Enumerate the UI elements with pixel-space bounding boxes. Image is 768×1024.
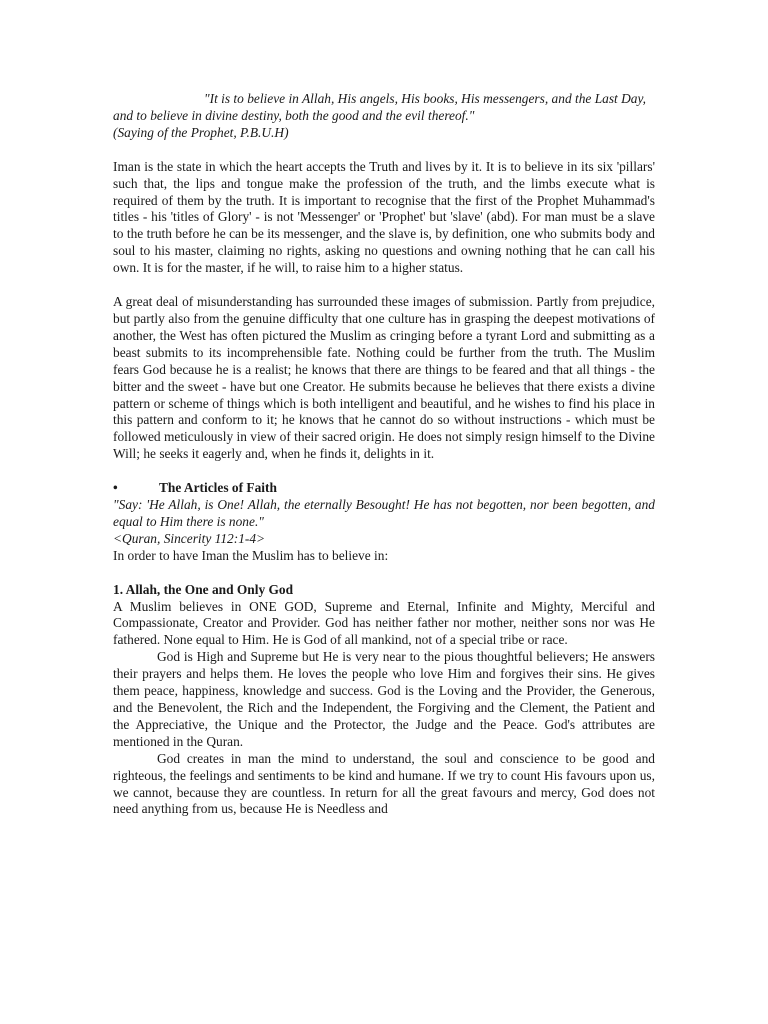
articles-heading <box>113 480 655 497</box>
opening-quote-attribution: (Saying of the Prophet, P.B.U.H) <box>113 124 289 140</box>
document-body <box>113 91 655 818</box>
section-paragraph: God creates in man the mind to understand, the soul and conscience to be good and righteous, the feelings and sentiments to be kind and humane. If we try to count His favours upon us, we cannot, because they are countless. In return for all the great favours and mercy, God does not need anything from us, because He is Needless and <box>113 750 655 817</box>
articles-heading-text: The Articles of Faith <box>159 480 277 496</box>
articles-quote: "Say: 'He Allah, is One! Allah, the eternally Besought! He has not begotten, nor been begotten, and equal to Him there is none." <box>113 497 655 529</box>
section-heading-allah: 1. Allah, the One and Only God <box>113 581 294 597</box>
bullet-icon: • <box>113 480 118 496</box>
section-paragraph: God is High and Supreme but He is very near to the pious thoughtful believers; He answers their prayers and helps them. He loves the people who love Him and forgives their sins. He gives them peace, happiness, knowledge and success. God is the Loving and the Provider, the Generous, and the Benevolent, the Rich and the Independent, the Forgiving and the Clement, the Patient and the Appreciative, the Unique and the Protector, the Judge and the Peace. God's attributes are mentioned in the Quran. <box>113 649 655 749</box>
articles-quote-source: <Quran, Sincerity 112:1-4> <box>113 530 266 546</box>
paragraph-iman: Iman is the state in which the heart accepts the Truth and lives by it. It is to believe in its six 'pillars' such that, the lips and tongue make the profession of the truth, and the limbs execute what is required of them by the truth. It is important to recognise that the first of the Prophet Muhammad's titles - his 'titles of Glory' - is not 'Messenger' or 'Prophet' but 'slave' (abd). For man must be a slave to the truth before he can be its messenger, and the slave is, by definition, one who submits body and soul to his master, claiming no rights, asking no questions and owning nothing that he can call his own. It is for the master, if he will, to raise him to a higher status. <box>113 158 655 276</box>
paragraph-submission: A great deal of misunderstanding has surrounded these images of submission. Partly from prejudice, but partly also from the genuine difficulty that one culture has in grasping the deepest motivations of another, the West has often pictured the Muslim as cringing before a tyrant Lord and submitting as a beast submits to its incomprehensible fate. Nothing could be further from the truth. The Muslim fears God because he is a realist; he knows that there are things to be feared and that all things - the bitter and the sweet - have but one Creator. He submits because he believes that there exists a divine pattern or scheme of things which is both intelligent and beautiful, and he wishes to find his place in this pattern and conform to it; he knows that he cannot do so without instructions - which must be followed meticulously in view of their sacred origin. He does not simply resign himself to the Divine Will; he seeks it eagerly and, when he finds it, delights in it. <box>113 294 655 462</box>
articles-intro: In order to have Iman the Muslim has to believe in: <box>113 547 389 563</box>
opening-quote: "It is to believe in Allah, His angels, His books, His messengers, and the Last Day, and to believe in divine destiny, both the good and the evil thereof." <box>113 91 647 123</box>
section-paragraph: A Muslim believes in ONE GOD, Supreme and Eternal, Infinite and Mighty, Merciful and Compassionate, Creator and Provider. God has neither father nor mother, neither sons nor was He fathered. None equal to Him. He is God of all mankind, not of a special tribe or race. <box>113 598 655 648</box>
